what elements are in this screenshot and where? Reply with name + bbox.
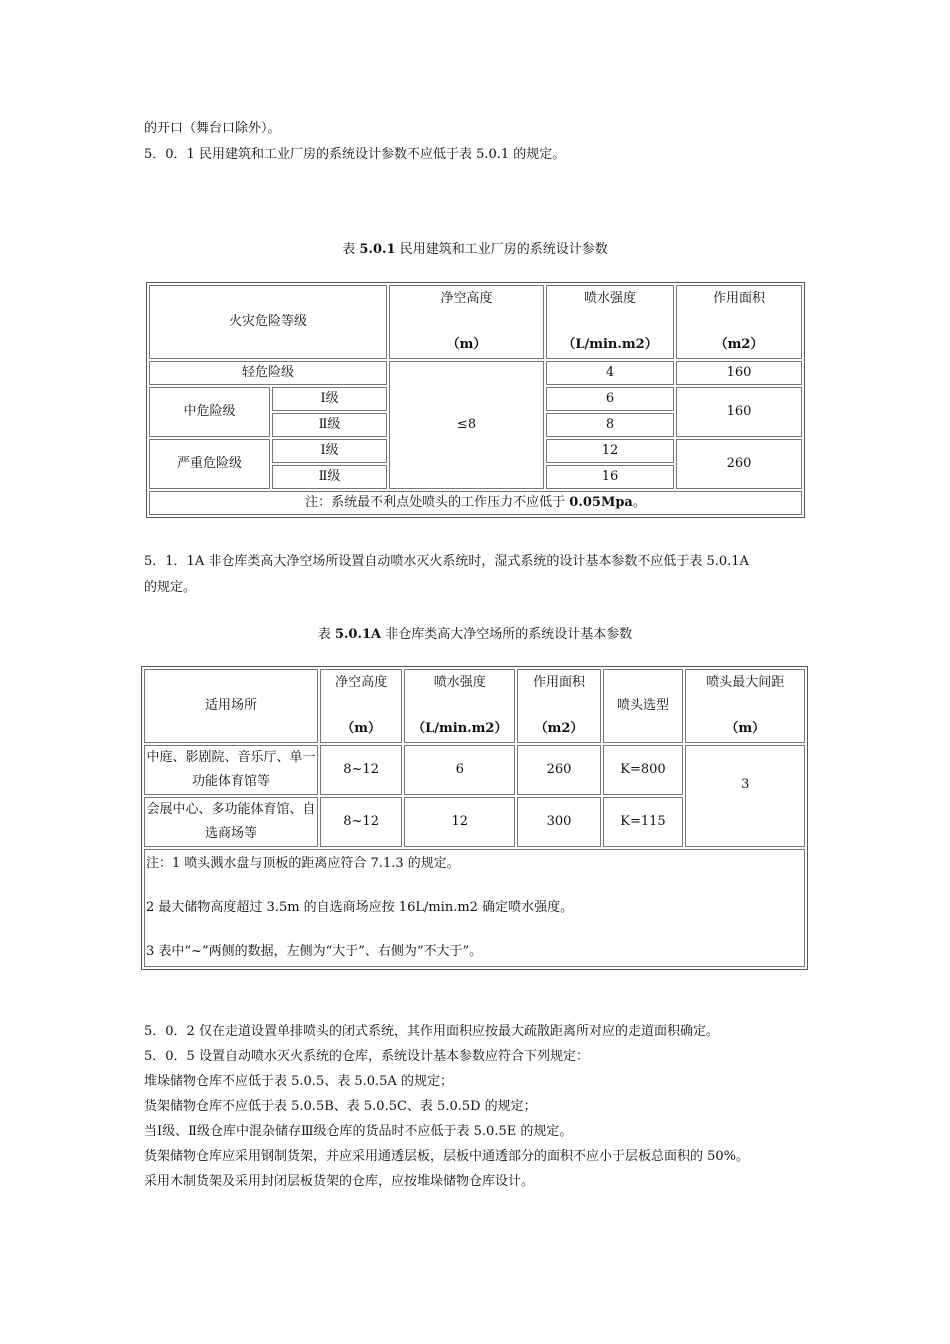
- table1-caption: 表 5.0.1 民用建筑和工业厂房的系统设计参数: [342, 242, 608, 257]
- nozzle-cell: K=115: [603, 797, 684, 847]
- area-cell: 160: [676, 387, 802, 437]
- paragraph-stack-storage: 堆垛储物仓库不应低于表 5.0.5、表 5.0.5A 的规定；: [144, 1074, 453, 1089]
- intensity-cell: 12: [404, 797, 515, 847]
- header-nozzle: 喷头选型: [603, 669, 684, 743]
- intensity-cell: 16: [546, 465, 674, 489]
- header-height: 净空高度 （m）: [320, 669, 402, 743]
- intensity-cell: 6: [404, 745, 515, 795]
- nozzle-cell: K=800: [603, 745, 684, 795]
- table-5-0-1a: [141, 666, 808, 970]
- intensity-cell: 8: [546, 413, 674, 437]
- grade-cell: Ⅰ级: [272, 387, 387, 411]
- paragraph-5-0-1: 5．0．1 民用建筑和工业厂房的系统设计参数不应低于表 5.0.1 的规定。: [144, 147, 566, 162]
- grade-cell: Ⅱ级: [272, 465, 387, 489]
- paragraph-5-0-5: 5．0．5 设置自动喷水灭火系统的仓库，系统设计基本参数应符合下列规定：: [144, 1049, 589, 1064]
- severe-hazard: 严重危险级: [149, 439, 270, 489]
- grade-cell: Ⅰ级: [272, 439, 387, 463]
- note-line: 注：1 喷头溅水盘与顶板的距离应符合 7.1.3 的规定。: [146, 856, 460, 871]
- height-cell: 8~12: [320, 745, 402, 795]
- table2-caption: 表 5.0.1A 非仓库类高大净空场所的系统设计基本参数: [317, 627, 633, 642]
- area-cell: 160: [676, 361, 802, 385]
- table1-note: 注：系统最不利点处喷头的工作压力不应低于 0.05Mpa。: [149, 491, 802, 515]
- paragraph-steel-racks: 货架储物仓库应采用钢制货架，并应采用通透层板，层板中通透部分的面积不应小于层板总面积的 50%。: [144, 1149, 750, 1164]
- header-intensity: 喷水强度 （L/min.m2）: [546, 285, 674, 359]
- paragraph-mixed-storage: 当Ⅰ级、Ⅱ级仓库中混杂储存Ⅲ级仓库的货品时不应低于表 5.0.5E 的规定。: [144, 1124, 573, 1139]
- note-line: 3 表中“~”两侧的数据，左侧为“大于”、右侧为“不大于”。: [146, 944, 483, 959]
- area-cell: 300: [517, 797, 600, 847]
- area-cell: 260: [676, 439, 802, 489]
- header-intensity: 喷水强度 （L/min.m2）: [404, 669, 515, 743]
- header-height: 净空高度 （m）: [389, 285, 544, 359]
- intensity-cell: 12: [546, 439, 674, 463]
- table-5-0-1: [146, 282, 805, 518]
- light-hazard: 轻危险级: [149, 361, 387, 385]
- site-cell: 中庭、影剧院、音乐厅、单一功能体育馆等: [144, 745, 318, 795]
- intensity-cell: 6: [546, 387, 674, 411]
- grade-cell: Ⅱ级: [272, 413, 387, 437]
- table2-notes: [144, 849, 805, 967]
- site-cell: 会展中心、多功能体育馆、自选商场等: [144, 797, 318, 847]
- medium-hazard: 中危险级: [149, 387, 270, 437]
- paragraph-5-0-2: 5．0．2 仅在走道设置单排喷头的闭式系统，其作用面积应按最大疏散距离所对应的走道面积确定。: [144, 1024, 719, 1039]
- height-cell: 8~12: [320, 797, 402, 847]
- area-cell: 260: [517, 745, 600, 795]
- paragraph-rack-storage: 货架储物仓库不应低于表 5.0.5B、表 5.0.5C、表 5.0.5D 的规定；: [144, 1099, 537, 1114]
- paragraph-opening: 的开口（舞台口除外）。: [144, 121, 281, 136]
- intensity-cell: 4: [546, 361, 674, 385]
- spacing-cell: 3: [685, 745, 805, 847]
- header-site: 适用场所: [144, 669, 318, 743]
- paragraph-5-1-1a: 5．1．1A 非仓库类高大净空场所设置自动喷水灭火系统时，湿式系统的设计基本参数不应低于表 5.0.1A: [144, 554, 749, 569]
- header-level: 火灾危险等级: [149, 285, 387, 359]
- height-value: ≤8: [389, 361, 544, 489]
- header-area: 作用面积 （m2）: [517, 669, 600, 743]
- note-line: 2 最大储物高度超过 3.5m 的自选商场应按 16L/min.m2 确定喷水强度。: [146, 900, 574, 915]
- header-spacing: 喷头最大间距 （m）: [685, 669, 805, 743]
- paragraph-5-1-1a-cont: 的规定。: [144, 580, 197, 595]
- header-area: 作用面积 （m2）: [676, 285, 802, 359]
- paragraph-wood-racks: 采用木制货架及采用封闭层板货架的仓库，应按堆垛储物仓库设计。: [144, 1174, 535, 1189]
